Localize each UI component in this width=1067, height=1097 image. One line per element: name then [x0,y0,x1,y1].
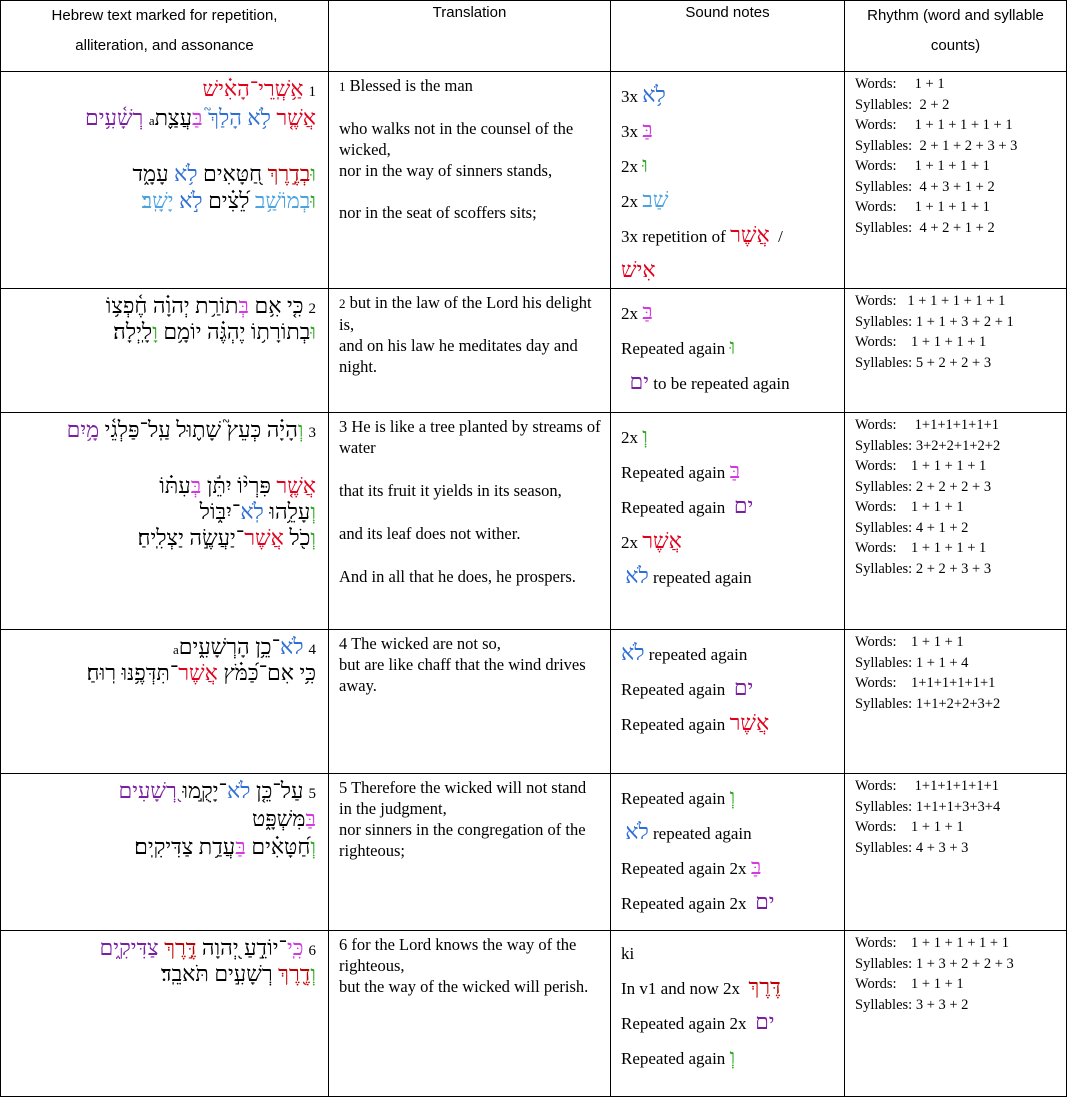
sound-notes-cell [611,413,845,630]
hebrew-line [7,321,316,343]
hebrew-word: בְמוֹשַׁ֥ב [254,188,311,213]
verse-number: 4 [308,642,316,658]
hebrew-word: אֲשֶׁ֤ר [276,105,316,130]
hebrew-word: כִּֽי [286,935,304,960]
hebrew-word: הָרְשָׁעִ֑ים [178,634,256,659]
hebrew-word: דֶּ֣רֶךְ [164,935,202,960]
rhythm-line: Syllables: 2 + 1 + 2 + 3 + 3 [855,137,1018,154]
hebrew-word: לָֽיְלָה׃ [113,319,153,344]
header-hebrew: Hebrew text marked for repetition, alliteration, and assonance [1,1,329,72]
hebrew-line [7,808,316,830]
hebrew-word: רֽוּחַ׃ [86,660,122,685]
hebrew-word: בְתוֹרָת֥וֹ [250,319,311,344]
sound-notes-cell [611,72,845,289]
hebrew-word: לֹ֥א [174,161,204,186]
hebrew-word: בְּ [238,293,255,318]
sound-note-label: Repeated again 2x [621,859,751,878]
rhythm-line: Syllables: 1 + 1 + 4 [855,654,969,671]
rhythm-cell [845,289,1067,413]
hebrew-word: דֶ֖רֶךְ [278,961,311,986]
sound-note [621,937,838,970]
sound-note [621,706,838,741]
translation-text [339,292,602,377]
hebrew-cell [1,289,329,413]
hebrew-word: צַדִּיקִ֑ים [99,935,165,960]
table-body [1,72,1067,1097]
sound-note [621,295,838,330]
sound-note-hebrew: לֹ֥א [642,82,666,107]
translation-line: And in all that he does, he prospers. [339,567,576,586]
hebrew-word: כְּעֵץ֮ [226,417,267,442]
translation-cell [329,413,611,630]
sound-note-label: Repeated again [621,680,734,699]
hebrew-word: עַל־כֵּ֤ן [255,778,304,803]
sound-note-suffix: repeated again [648,824,752,843]
hebrew-word: יִתֵּ֬ן [206,473,238,498]
hebrew-word: לֹא [226,778,256,803]
hebrew-line [7,501,316,523]
sound-note-label: Repeated again [621,498,734,517]
translation-line: but in the law of the Lord his delight is, [339,293,592,334]
rhythm-line: Syllables: 2 + 2 + 3 + 3 [855,560,992,577]
translation-cell [329,774,611,931]
sound-note-label: 3x repetition of [621,227,731,246]
hebrew-word: יֶהְגֶּ֗ה [207,319,251,344]
hebrew-word: a [148,113,155,128]
sound-note-hebrew: וּ [642,152,648,177]
translation-cell [329,289,611,413]
sound-note-label: 2x [621,157,643,176]
rhythm-line: Words: 1 + 1 + 1 + 1 + 1 [855,935,1009,951]
verse-number: 1 [308,84,316,100]
hebrew-word: שָׁת֪וּל [176,417,227,442]
hebrew-line [7,295,316,317]
table-row [1,931,1067,1097]
sound-note-suffix: repeated again [644,645,748,664]
hebrew-line [7,527,316,549]
rhythm-line: Words: 1 + 1 + 1 + 1 + 1 [855,117,1013,133]
sound-note-suffix: / [769,227,783,246]
sound-note [621,218,838,253]
hebrew-word: אֲשֶׁ֤ר [276,473,316,498]
hebrew-word: רְשָׁעִ֣ים [214,961,279,986]
hebrew-word: הָיָ֗ה [266,417,298,442]
translation-line: Blessed is the man [345,76,473,95]
hebrew-word: חַ֝טָּאִ֗ים [251,834,311,859]
sound-note-label: 2x [621,304,643,323]
rhythm-line: Syllables: 4 + 1 + 2 [855,519,969,536]
sound-note-label: Repeated again [621,339,730,358]
sound-note-hebrew: שַׁב [642,187,669,212]
sound-note [621,1040,838,1075]
sound-notes-cell [611,931,845,1097]
hebrew-word: צַדִּיקִֽים׃ [134,834,199,859]
sound-note [621,970,838,1005]
hebrew-word: תֹּאבֵֽד׃ [161,961,215,986]
hebrew-word: בַּ [305,806,316,831]
sound-note-label: 2x [621,533,643,552]
hebrew-word: עָמָ֑ד [132,161,175,186]
sound-note [621,1005,838,1040]
translation-line: nor sinners in the congregation of the righteous; [339,820,586,860]
translation-cell [329,931,611,1097]
translation-text [339,523,602,544]
sound-note-hebrew: ים [733,675,754,700]
translation-line: nor in the way of sinners stands, [339,161,553,180]
sound-note-label: Repeated again [621,715,730,734]
sound-note-hebrew: וּ [729,334,736,359]
rhythm-line: Syllables: 2 + 2 + 2 + 3 [855,478,992,495]
translation-text [339,777,602,861]
sound-note-hebrew: ים [755,1009,775,1034]
hebrew-word: כִּ֤י [286,293,304,318]
sound-note-label: 2x [621,428,643,447]
hebrew-word: עֲצַ֪ת [154,105,193,130]
sound-note [621,489,838,524]
sound-notes-cell [611,630,845,774]
rhythm-line: Words: 1 + 1 + 1 + 1 [855,199,990,215]
sound-note [621,183,838,218]
sound-note-hebrew: ים [629,369,649,394]
sound-note [621,671,838,706]
hebrew-word: בַּ [235,834,252,859]
hebrew-line [7,475,316,497]
sound-note-label [621,374,630,393]
header-rhythm: Rhythm (word and syllable counts) [845,1,1067,72]
rhythm-line: Words: 1 + 1 + 1 + 1 [855,334,987,350]
hebrew-word: הָלַךְ֮ [208,105,248,130]
hebrew-line [7,937,316,959]
table-row [1,72,1067,289]
hebrew-word: בְדֶ֣רֶךְ [267,161,311,186]
hebrew-word: ־יוֹדֵ֣עַ [244,935,287,960]
hebrew-word: אַ֥שְֽׁרֵי [258,76,304,101]
hebrew-line [7,662,316,684]
hebrew-line [7,636,316,658]
hebrew-word: לֹ֣א [179,188,209,213]
sound-note-label: 3x [621,122,643,141]
table-row [1,774,1067,931]
hebrew-word: וָ [152,319,164,344]
translation-line: that its fruit it yields in its season, [339,481,562,500]
hebrew-word: תוֹרַ֥ת [195,293,239,318]
verse-number: 2 [339,296,346,311]
rhythm-line: Syllables: 1 + 1 + 3 + 2 + 1 [855,313,1014,330]
hebrew-word: כִּ֥י [299,660,316,685]
translation-line: 4 The wicked are not so, [339,634,501,653]
sound-note-hebrew: לֹא [621,640,645,665]
sound-note [621,454,838,489]
hebrew-word: עָלֵ֥הוּ [269,499,311,524]
hebrew-line [7,419,316,441]
rhythm-line: Words: 1+1+1+1+1+1 [855,417,1000,433]
hebrew-word: חֶ֫פְצ֥וֹ [105,293,153,318]
hebrew-word: בְּ [190,473,207,498]
hebrew-line [7,78,316,100]
translation-line: nor in the seat of scoffers sits; [339,203,537,222]
sound-note-hebrew: אֲשֶׁר [730,222,770,247]
sound-note [621,330,838,365]
sound-note-label: ki [621,944,635,963]
translation-line: 3 He is like a tree planted by streams of water [339,417,601,457]
rhythm-line: Words: 1 + 1 + 1 [855,634,964,650]
rhythm-cell [845,413,1067,630]
hebrew-cell [1,413,329,630]
table-row [1,413,1067,630]
sound-note [621,850,838,885]
sound-note-suffix: to be repeated again [649,374,790,393]
hebrew-word: וְ [310,525,316,550]
hebrew-word: ־הָאִ֗ישׁ [202,76,259,101]
hebrew-line [7,163,316,185]
verse-number: 2 [308,301,316,317]
hebrew-line [7,190,316,212]
hebrew-word: בַּ [192,105,209,130]
header-row [1,1,1067,72]
sound-note-suffix: repeated again [648,568,752,587]
sound-note [621,885,838,920]
sound-note [621,148,838,183]
sound-note-hebrew: ים [733,493,754,518]
hebrew-line [7,780,316,802]
sound-note-hebrew: דֶּרֶךְ [748,974,781,999]
sound-note [621,419,838,454]
hebrew-word: עֲדַ֥ת [198,834,236,859]
rhythm-line: Words: 1 + 1 [855,76,945,92]
hebrew-word: חַ֭טָּאִים [203,161,268,186]
translation-line: 6 for the Lord knows the way of the righteous, [339,935,577,975]
sound-note-label: 3x [621,87,643,106]
rhythm-line: Syllables: 4 + 3 + 1 + 2 [855,178,995,195]
sound-note-hebrew: אֲשֶׁר [729,710,770,735]
hebrew-word: מָ֥יִם [66,417,105,442]
sound-note-hebrew: בַּ [750,854,762,879]
sound-note-label: Repeated again 2x [621,894,756,913]
sound-note-hebrew: בַּ [642,117,653,142]
sound-note [621,815,838,850]
hebrew-word: עִתּ֗וֹ [159,473,191,498]
verse-number: 6 [308,943,316,959]
hebrew-word: מִּשְׁפָּ֑ט [251,806,306,831]
rhythm-cell [845,774,1067,931]
rhythm-line: Syllables: 4 + 3 + 3 [855,839,969,856]
rhythm-line: Syllables: 5 + 2 + 2 + 3 [855,354,992,371]
hebrew-cell [1,774,329,931]
sound-note [621,524,838,559]
rhythm-cell [845,931,1067,1097]
sound-note [621,365,838,400]
hebrew-word: רְ֭שָׁעִים [118,778,183,803]
hebrew-line [7,107,316,129]
translation-line: but the way of the wicked will perish. [339,977,589,996]
sound-note [621,559,838,594]
hebrew-word: ־כֵ֥ן [255,634,280,659]
translation-cell [329,72,611,289]
sound-note-hebrew: וְ [729,1044,736,1069]
sound-notes-cell [611,289,845,413]
sound-note-label: Repeated again [621,1049,730,1068]
hebrew-word: פִּרְי֨וֹ [237,473,277,498]
hebrew-word: ־יַעֲשֶׂ֣ה [189,525,245,550]
rhythm-cell [845,72,1067,289]
rhythm-line: Words: 1 + 1 + 1 [855,819,964,835]
hebrew-word: וּ [310,188,316,213]
sound-note-label: Repeated again [621,789,730,808]
rhythm-line: Words: 1 + 1 + 1 + 1 [855,540,987,556]
hebrew-word: ־יִבּ֑וֹל [199,499,241,524]
sound-note-hebrew: לֹא [625,819,649,844]
sound-note [621,636,838,671]
hebrew-word: וְ [310,961,316,986]
hebrew-word: יַצְלִֽיחַ׃ [137,525,190,550]
sound-note-hebrew: לֹא [625,563,649,588]
hebrew-word: אִ֥ם [254,293,287,318]
hebrew-word: וְ [297,417,304,442]
hebrew-word: a [172,642,179,657]
rhythm-line: Words: 1 + 1 + 1 [855,499,964,515]
table-row [1,289,1067,413]
translation-text [339,633,602,696]
rhythm-line: Words: 1 + 1 + 1 + 1 [855,458,987,474]
rhythm-line: Syllables: 3+2+2+1+2+2 [855,437,1001,454]
hebrew-word: יוֹמָ֥ם [163,319,207,344]
hebrew-word: לֹ֥א [247,105,277,130]
rhythm-line: Syllables: 3 + 3 + 2 [855,996,969,1013]
translation-line: who walks not in the counsel of the wicked, [339,119,574,159]
translation-line: and its leaf does not wither. [339,524,521,543]
sound-note-hebrew: אִישׁ [621,257,656,282]
translation-text [339,75,602,97]
hebrew-word: אֲשֶׁר [244,525,290,550]
hebrew-cell [1,72,329,289]
hebrew-word: עַֽל־פַּלְגֵ֫י [104,417,177,442]
translation-line: and on his law he meditates day and night. [339,336,578,376]
verse-number: 1 [339,79,346,94]
rhythm-line: Words: 1 + 1 + 1 + 1 [855,158,990,174]
sound-note [621,78,838,113]
verse-number: 5 [308,786,316,802]
sound-note [621,780,838,815]
translation-text [339,118,602,181]
sound-note-label: Repeated again [621,463,730,482]
translation-cell [329,630,611,774]
hebrew-word: יָשָֽׁב׃ [141,188,180,213]
hebrew-line [7,963,316,985]
sound-note-label: In v1 and now 2x [621,979,749,998]
rhythm-line: Words: 1 + 1 + 1 [855,976,964,992]
verse-number: 3 [308,425,316,441]
sound-note-hebrew: בַּ [729,458,741,483]
rhythm-line: Words: 1+1+1+1+1+1 [855,778,1000,794]
translation-line: but are like chaff that the wind drives away. [339,655,586,695]
hebrew-word: כֹ֖ל [289,525,311,550]
table-row [1,630,1067,774]
sound-note-hebrew: בַּ [642,299,653,324]
hebrew-word: וְ [310,499,316,524]
sound-note-hebrew: וְ [729,784,736,809]
translation-text [339,480,602,501]
hebrew-word: רְשָׁ֫עִ֥ים [85,105,149,130]
translation-text [339,202,602,223]
hebrew-word: יְהוָ֗ה [152,293,196,318]
sound-note-hebrew: וְ [642,423,648,448]
hebrew-word: לֹא [280,634,304,659]
sound-note-label: Repeated again 2x [621,1014,756,1033]
hebrew-word: וּ [310,161,316,186]
sound-note-hebrew: ים [755,889,775,914]
hebrew-word: אִם [267,660,300,685]
rhythm-line: Words: 1 + 1 + 1 + 1 + 1 [855,293,1006,309]
sound-note [621,253,838,288]
rhythm-line: Syllables: 4 + 2 + 1 + 2 [855,219,995,236]
hebrew-word: לֹֽא [240,499,270,524]
rhythm-cell [845,630,1067,774]
hebrew-word: לֵ֝צִ֗ים [208,188,255,213]
rhythm-line: Words: 1+1+1+1+1+1 [855,675,996,691]
hebrew-word: ־יָקֻ֣מוּ [182,778,227,803]
sound-note [621,113,838,148]
hebrew-word: אֲשֶׁר [178,660,224,685]
translation-text [339,566,602,587]
rhythm-line: Syllables: 2 + 2 [855,96,950,113]
hebrew-word: יְ֭הוָה [201,935,245,960]
sound-note-hebrew: אֲשֶׁר [642,528,682,553]
translation-text [339,934,602,997]
hebrew-cell [1,630,329,774]
sound-note-label: 2x [621,192,643,211]
hebrew-cell [1,931,329,1097]
hebrew-line [7,836,316,858]
sound-notes-cell [611,774,845,931]
translation-line: 5 Therefore the wicked will not stand in the judgment, [339,778,587,818]
header-sound-notes: Sound notes [611,1,845,72]
rhythm-line: Syllables: 1+1+1+3+3+4 [855,798,1001,815]
rhythm-line: Syllables: 1+1+2+2+3+2 [855,695,1001,712]
translation-text [339,416,602,458]
hebrew-word: ־תִּדְּפֶ֥נּוּ [121,660,179,685]
rhythm-line: Syllables: 1 + 3 + 2 + 2 + 3 [855,955,1014,972]
hebrew-word: וְ [310,834,316,859]
header-translation: Translation [329,1,611,72]
hebrew-word: וּ [310,319,316,344]
hebrew-word: ־כַּ֝מֹּ֗ץ [223,660,268,685]
